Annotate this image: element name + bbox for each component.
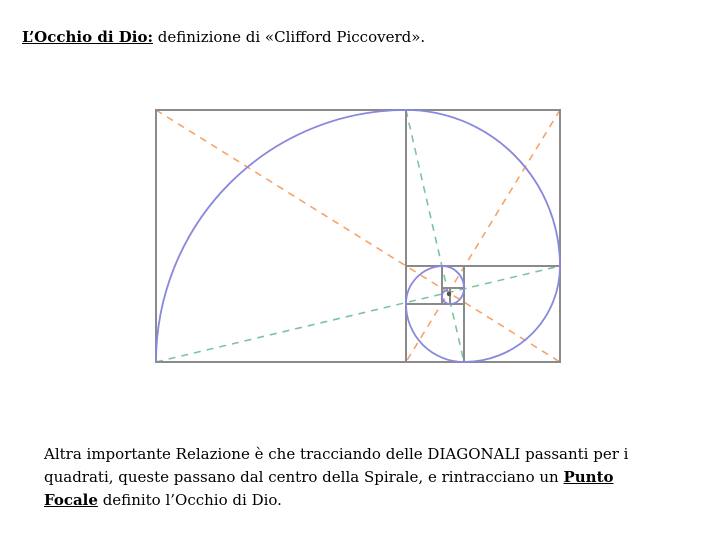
title-strong: L’Occhio di Dio: <box>22 28 153 46</box>
caption-part1: Altra importante Relazione è che tracciando delle DIAGONALI passanti per i quadrati, queste passano dal centro della Spirale, e rintracciano un <box>44 445 629 486</box>
focal-point <box>447 292 451 296</box>
title-rest: definizione di «Clifford Piccoverd». <box>153 28 426 46</box>
caption-strong: Punto Focale <box>44 468 614 509</box>
caption-part2: definito l’Occhio di Dio. <box>97 491 282 509</box>
green-diagonal-1 <box>156 266 560 362</box>
green-diagonal-2 <box>406 110 464 362</box>
caption <box>44 443 664 512</box>
diagonals <box>156 110 560 362</box>
orange-diagonal-1 <box>156 110 560 362</box>
orange-diagonal-2 <box>406 110 560 362</box>
